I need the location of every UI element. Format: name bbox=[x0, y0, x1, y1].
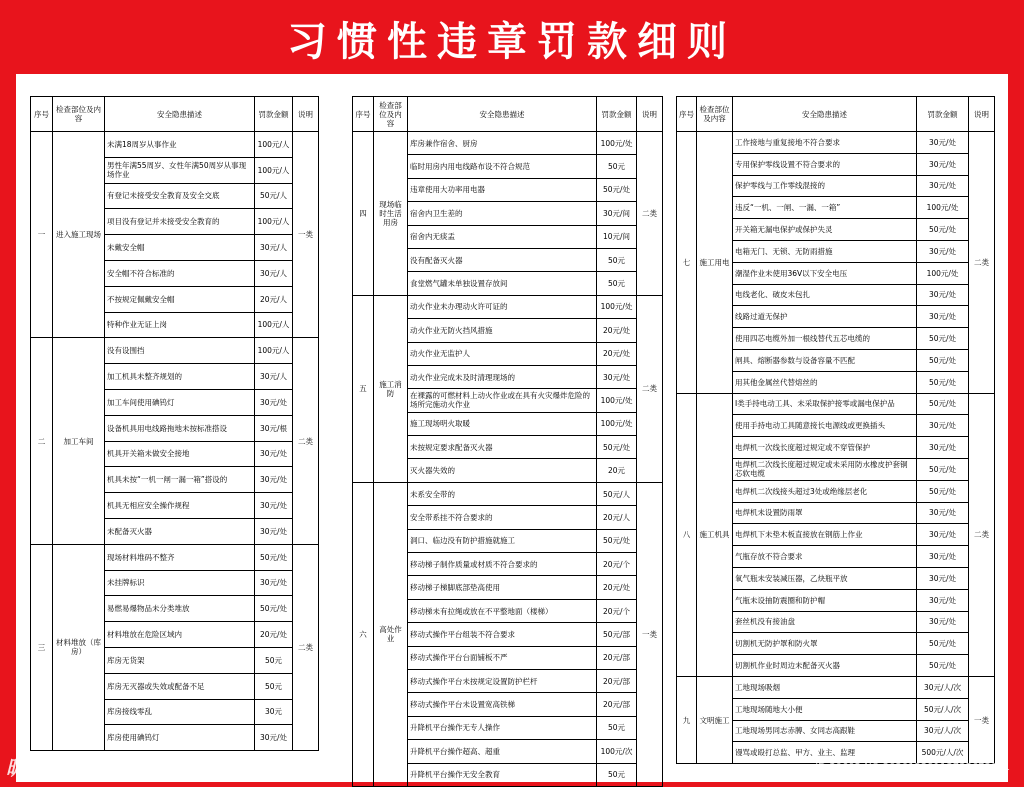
hazard-description: 切割机作业时周边未配备灭火器 bbox=[733, 655, 917, 677]
fine-amount: 100元/处 bbox=[917, 197, 969, 219]
hazard-description: 电焊机二次线接头超过3处或绝缘层老化 bbox=[733, 480, 917, 502]
fine-amount: 30元/人 bbox=[255, 260, 293, 286]
fine-amount: 20元/人 bbox=[255, 286, 293, 312]
hazard-description: 动火作业完成未及时清理现场的 bbox=[408, 365, 597, 388]
header-note: 说明 bbox=[293, 97, 319, 132]
fine-amount: 30元/人 bbox=[255, 364, 293, 390]
table-header-row bbox=[677, 97, 995, 132]
fine-amount: 100元/处 bbox=[597, 389, 637, 412]
fine-amount: 30元/处 bbox=[917, 132, 969, 154]
hazard-description: 洞口、临边没有防护措施就施工 bbox=[408, 529, 597, 552]
fine-amount: 50元/处 bbox=[917, 480, 969, 502]
hazard-description: 未满18周岁从事作业 bbox=[105, 132, 255, 158]
section-class-note: 一类 bbox=[293, 132, 319, 338]
fine-amount: 20元/部 bbox=[597, 669, 637, 692]
hazard-description: 设备机具用电线路拖地未按标准搭设 bbox=[105, 415, 255, 441]
hazard-description: 移动式操作平台组装不符合要求 bbox=[408, 623, 597, 646]
hazard-description: 施工现场明火取暖 bbox=[408, 412, 597, 435]
hazard-description: 升降机平台操作无专人操作 bbox=[408, 716, 597, 739]
header-fine: 罚款金额 bbox=[597, 97, 637, 132]
fine-amount: 50元/处 bbox=[597, 178, 637, 201]
fine-amount: 50元/处 bbox=[917, 349, 969, 371]
hazard-description: 氧气瓶未安装减压器，乙炔瓶平放 bbox=[733, 567, 917, 589]
fine-amount: 30元/处 bbox=[255, 441, 293, 467]
fine-amount: 50元/处 bbox=[597, 436, 637, 459]
hazard-description: 在裸露的可燃材料上动火作业或在具有火灾爆炸危险的场所完施动火作业 bbox=[408, 389, 597, 412]
fine-amount: 100元/处 bbox=[597, 132, 637, 155]
hazard-description: 电焊机下未垫木板直接放在钢筋上作业 bbox=[733, 524, 917, 546]
hazard-description: 气瓶未设抽防震圈和防护帽 bbox=[733, 589, 917, 611]
section-class-note: 一类 bbox=[637, 482, 663, 786]
section-category: 施工消防 bbox=[374, 295, 408, 482]
fine-amount: 50元/处 bbox=[917, 393, 969, 415]
hazard-description: 库房接线零乱 bbox=[105, 699, 255, 725]
section-class-note: 二类 bbox=[637, 132, 663, 296]
fine-amount: 20元 bbox=[597, 459, 637, 482]
fine-amount: 50元/处 bbox=[917, 219, 969, 241]
hazard-description: 电焊机未设置防雨罩 bbox=[733, 502, 917, 524]
hazard-description: 项目没有登记并未接受安全教育的 bbox=[105, 209, 255, 235]
hazard-description: I类手持电动工具、未采取保护接零或漏电保护品 bbox=[733, 393, 917, 415]
hazard-description: 有登记未接受安全教育及安全交底 bbox=[105, 183, 255, 209]
fine-amount: 30元/处 bbox=[255, 493, 293, 519]
fine-amount: 30元/处 bbox=[917, 415, 969, 437]
fine-amount: 30元/处 bbox=[255, 570, 293, 596]
hazard-description: 库房使用碘钨灯 bbox=[105, 725, 255, 751]
section-category: 文明施工 bbox=[697, 676, 733, 763]
hazard-description: 安全带系挂不符合要求的 bbox=[408, 506, 597, 529]
fine-amount: 50元/人 bbox=[255, 183, 293, 209]
section-number: 六 bbox=[353, 482, 374, 786]
hazard-description: 使用手持电动工具随意接长电源线或更换插头 bbox=[733, 415, 917, 437]
section-category: 材料堆放（库房） bbox=[53, 544, 105, 750]
hazard-description: 宿舍内无痰盂 bbox=[408, 225, 597, 248]
fine-amount: 50元/处 bbox=[917, 328, 969, 350]
hazard-description: 电焊机二次线长度超过规定或未采用防水橡皮护套铜芯软电缆 bbox=[733, 458, 917, 480]
hazard-description: 闸具、熔断器参数与设备容量不匹配 bbox=[733, 349, 917, 371]
fine-amount: 50元/处 bbox=[917, 458, 969, 480]
hazard-description: 未戴安全帽 bbox=[105, 235, 255, 261]
fine-amount: 100元/人 bbox=[255, 132, 293, 158]
section-class-note: 二类 bbox=[293, 338, 319, 544]
header-category: 检查部位及内容 bbox=[374, 97, 408, 132]
watermark-site: www.nipic.com bbox=[72, 764, 175, 778]
fine-amount: 50元/人/次 bbox=[917, 698, 969, 720]
hazard-description: 工地现场吸烟 bbox=[733, 676, 917, 698]
fine-amount: 20元/处 bbox=[597, 319, 637, 342]
fine-amount: 50元 bbox=[597, 272, 637, 295]
hazard-description: 动火作业无防火挡风措施 bbox=[408, 319, 597, 342]
hazard-description: 宿舍内卫生差的 bbox=[408, 202, 597, 225]
fine-amount: 30元/间 bbox=[597, 202, 637, 225]
hazard-description: 工地现场随地大小便 bbox=[733, 698, 917, 720]
hazard-description: 加工车间使用碘钨灯 bbox=[105, 389, 255, 415]
hazard-description: 动火作业未办理动火许可证的 bbox=[408, 295, 597, 318]
fine-amount: 50元/处 bbox=[917, 633, 969, 655]
section-number: 一 bbox=[31, 132, 53, 338]
hazard-description: 升降机平台操作超高、超重 bbox=[408, 740, 597, 763]
hazard-description: 特种作业无证上岗 bbox=[105, 312, 255, 338]
fine-amount: 20元/部 bbox=[597, 693, 637, 716]
fine-amount: 30元/人 bbox=[255, 235, 293, 261]
fine-amount: 30元/处 bbox=[917, 589, 969, 611]
fine-amount: 30元/处 bbox=[917, 524, 969, 546]
watermark-brand: 昵享网 bbox=[6, 756, 66, 780]
fine-amount: 20元/处 bbox=[597, 576, 637, 599]
rules-table-1 bbox=[30, 96, 319, 751]
hazard-description: 库房兼作宿舍、厨房 bbox=[408, 132, 597, 155]
hazard-description: 工地现场男同志赤膊、女同志高跟鞋 bbox=[733, 720, 917, 742]
hazard-description: 机具无相应安全操作规程 bbox=[105, 493, 255, 519]
fine-amount: 30元/处 bbox=[597, 365, 637, 388]
hazard-description: 加工机具未整齐规划的 bbox=[105, 364, 255, 390]
hazard-description: 动火作业无监护人 bbox=[408, 342, 597, 365]
watermark bbox=[6, 752, 175, 781]
header-seq: 序号 bbox=[31, 97, 53, 132]
hazard-description: 未配备灭火器 bbox=[105, 518, 255, 544]
table-header-row bbox=[31, 97, 319, 132]
hazard-description: 工作接地与重复接地不符合要求 bbox=[733, 132, 917, 154]
fine-amount: 50元/处 bbox=[255, 544, 293, 570]
hazard-description: 没有配备灭火器 bbox=[408, 248, 597, 271]
hazard-description: 保护零线与工作零线混接的 bbox=[733, 175, 917, 197]
header-category: 检查部位及内容 bbox=[697, 97, 733, 132]
hazard-description: 没有设围挡 bbox=[105, 338, 255, 364]
hazard-description: 专用保护零线设置不符合要求的 bbox=[733, 153, 917, 175]
section-number: 九 bbox=[677, 676, 697, 763]
section-class-note: 二类 bbox=[637, 295, 663, 482]
table-row bbox=[31, 544, 319, 570]
fine-amount: 30元/处 bbox=[917, 437, 969, 459]
fine-amount: 100元/处 bbox=[917, 262, 969, 284]
fine-amount: 10元/间 bbox=[597, 225, 637, 248]
section-number: 五 bbox=[353, 295, 374, 482]
fine-amount: 30元/处 bbox=[255, 467, 293, 493]
image-id-tag: ID:30602 NO:20201229113735673081 bbox=[815, 762, 1010, 773]
section-category: 现场临时生活用房 bbox=[374, 132, 408, 296]
hazard-description: 升降机平台操作无安全教育 bbox=[408, 763, 597, 786]
fine-amount: 30元/处 bbox=[917, 502, 969, 524]
fine-amount: 50元 bbox=[255, 673, 293, 699]
table-row bbox=[677, 676, 995, 698]
fine-amount: 50元/处 bbox=[255, 596, 293, 622]
hazard-description: 安全帽不符合标准的 bbox=[105, 260, 255, 286]
section-number: 四 bbox=[353, 132, 374, 296]
hazard-description: 移动式操作平台未设置宽高铁梯 bbox=[408, 693, 597, 716]
hazard-description: 气瓶存放不符合要求 bbox=[733, 546, 917, 568]
rules-board bbox=[16, 74, 1008, 782]
section-number: 七 bbox=[677, 132, 697, 394]
section-number: 二 bbox=[31, 338, 53, 544]
rules-table-3 bbox=[676, 96, 995, 764]
section-class-note: 一类 bbox=[969, 676, 995, 763]
header-seq: 序号 bbox=[677, 97, 697, 132]
fine-amount: 20元/个 bbox=[597, 599, 637, 622]
fine-amount: 30元/处 bbox=[255, 389, 293, 415]
fine-amount: 50元 bbox=[597, 155, 637, 178]
fine-amount: 20元/部 bbox=[597, 646, 637, 669]
fine-amount: 30元/处 bbox=[917, 546, 969, 568]
section-category: 加工车间 bbox=[53, 338, 105, 544]
hazard-description: 移动梯未有拉绳或放在不平整地面（楼梯） bbox=[408, 599, 597, 622]
table-row bbox=[677, 132, 995, 154]
fine-amount: 30元/处 bbox=[255, 518, 293, 544]
table-row bbox=[353, 295, 663, 318]
hazard-description: 线路过道无保护 bbox=[733, 306, 917, 328]
hazard-description: 现场材料堆码不整齐 bbox=[105, 544, 255, 570]
fine-amount: 100元/人 bbox=[255, 157, 293, 183]
section-category: 施工用电 bbox=[697, 132, 733, 394]
fine-amount: 100元/次 bbox=[597, 740, 637, 763]
hazard-description: 未挂牌标识 bbox=[105, 570, 255, 596]
table-row bbox=[353, 132, 663, 155]
fine-amount: 20元/处 bbox=[597, 342, 637, 365]
hazard-description: 移动式操作平台台面铺板不严 bbox=[408, 646, 597, 669]
fine-amount: 20元/处 bbox=[255, 622, 293, 648]
table-row bbox=[353, 482, 663, 505]
fine-amount: 30元/处 bbox=[255, 725, 293, 751]
hazard-description: 未按规定要求配备灭火器 bbox=[408, 436, 597, 459]
fine-amount: 30元/人/次 bbox=[917, 676, 969, 698]
fine-amount: 500元/人/次 bbox=[917, 742, 969, 764]
hazard-description: 电焊机一次线长度超过规定或不穿管保护 bbox=[733, 437, 917, 459]
hazard-description: 移动式操作平台未按规定设置防护栏杆 bbox=[408, 669, 597, 692]
table-row bbox=[31, 338, 319, 364]
fine-amount: 30元/处 bbox=[917, 284, 969, 306]
hazard-description: 谩骂或殴打总监、甲方、业主、监理 bbox=[733, 742, 917, 764]
section-number: 三 bbox=[31, 544, 53, 750]
hazard-description: 套丝机没有接油盘 bbox=[733, 611, 917, 633]
table-row bbox=[31, 132, 319, 158]
fine-amount: 100元/处 bbox=[597, 295, 637, 318]
hazard-description: 不按规定佩戴安全帽 bbox=[105, 286, 255, 312]
section-number: 八 bbox=[677, 393, 697, 676]
fine-amount: 20元/人 bbox=[597, 506, 637, 529]
section-category: 施工机具 bbox=[697, 393, 733, 676]
table-header-row bbox=[353, 97, 663, 132]
fine-amount: 50元/处 bbox=[597, 529, 637, 552]
rules-table-2 bbox=[352, 96, 663, 787]
section-class-note: 二类 bbox=[969, 132, 995, 394]
header-category: 检查部位及内容 bbox=[53, 97, 105, 132]
hazard-description: 未系安全带的 bbox=[408, 482, 597, 505]
fine-amount: 30元/处 bbox=[917, 567, 969, 589]
hazard-description: 开关箱无漏电保护或保护失灵 bbox=[733, 219, 917, 241]
header-description: 安全隐患描述 bbox=[408, 97, 597, 132]
header-description: 安全隐患描述 bbox=[105, 97, 255, 132]
hazard-description: 机具未按“一机一闸一漏一箱”搭设的 bbox=[105, 467, 255, 493]
hazard-description: 违反“一机、一闸、一漏、一箱” bbox=[733, 197, 917, 219]
hazard-description: 使用四芯电缆外加一根线替代五芯电缆的 bbox=[733, 328, 917, 350]
fine-amount: 30元/根 bbox=[255, 415, 293, 441]
fine-amount: 30元/处 bbox=[917, 153, 969, 175]
fine-amount: 50元/部 bbox=[597, 623, 637, 646]
hazard-description: 食堂燃气罐未单独设置存放间 bbox=[408, 272, 597, 295]
fine-amount: 100元/人 bbox=[255, 338, 293, 364]
fine-amount: 50元/人 bbox=[597, 482, 637, 505]
fine-amount: 100元/人 bbox=[255, 312, 293, 338]
hazard-description: 移动梯子梯脚底部垫高使用 bbox=[408, 576, 597, 599]
hazard-description: 库房无货架 bbox=[105, 647, 255, 673]
fine-amount: 100元/人 bbox=[255, 209, 293, 235]
fine-amount: 50元 bbox=[597, 763, 637, 786]
fine-amount: 50元 bbox=[255, 647, 293, 673]
fine-amount: 30元/处 bbox=[917, 240, 969, 262]
fine-amount: 100元/处 bbox=[597, 412, 637, 435]
hazard-description: 临时用房内用电线路布设不符合规范 bbox=[408, 155, 597, 178]
header-fine: 罚款金额 bbox=[917, 97, 969, 132]
hazard-description: 移动梯子制作质量或材质不符合要求的 bbox=[408, 553, 597, 576]
hazard-description: 潮湿作业未使用36V以下安全电压 bbox=[733, 262, 917, 284]
header-seq: 序号 bbox=[353, 97, 374, 132]
page-title: 习惯性违章罚款细则 bbox=[287, 19, 737, 65]
header-note: 说明 bbox=[969, 97, 995, 132]
hazard-description: 灭火器失效的 bbox=[408, 459, 597, 482]
section-class-note: 二类 bbox=[293, 544, 319, 750]
fine-amount: 30元/处 bbox=[917, 306, 969, 328]
fine-amount: 30元/人/次 bbox=[917, 720, 969, 742]
fine-amount: 50元 bbox=[597, 716, 637, 739]
header-note: 说明 bbox=[637, 97, 663, 132]
hazard-description: 易燃易爆物品未分类堆放 bbox=[105, 596, 255, 622]
hazard-description: 电箱无门、无锁、无防雨措施 bbox=[733, 240, 917, 262]
hazard-description: 切割机无防护罩和防火罩 bbox=[733, 633, 917, 655]
hazard-description: 机具开关箱未做安全接地 bbox=[105, 441, 255, 467]
hazard-description: 用其他金属丝代替熔丝的 bbox=[733, 371, 917, 393]
fine-amount: 50元/处 bbox=[917, 371, 969, 393]
section-category: 进入施工现场 bbox=[53, 132, 105, 338]
fine-amount: 30元/处 bbox=[917, 175, 969, 197]
fine-amount: 30元 bbox=[255, 699, 293, 725]
fine-amount: 50元 bbox=[597, 248, 637, 271]
section-class-note: 二类 bbox=[969, 393, 995, 676]
hazard-description: 男性年满55周岁、女性年满50周岁从事现场作业 bbox=[105, 157, 255, 183]
hazard-description: 违章使用大功率用电器 bbox=[408, 178, 597, 201]
section-category: 高处作业 bbox=[374, 482, 408, 786]
fine-amount: 20元/个 bbox=[597, 553, 637, 576]
hazard-description: 库房无灭器或失效或配备不足 bbox=[105, 673, 255, 699]
hazard-description: 材料堆放在危险区域内 bbox=[105, 622, 255, 648]
header-description: 安全隐患描述 bbox=[733, 97, 917, 132]
table-row bbox=[677, 393, 995, 415]
hazard-description: 电线老化、破皮未包扎 bbox=[733, 284, 917, 306]
fine-amount: 30元/处 bbox=[917, 611, 969, 633]
header-fine: 罚款金额 bbox=[255, 97, 293, 132]
fine-amount: 50元/处 bbox=[917, 655, 969, 677]
